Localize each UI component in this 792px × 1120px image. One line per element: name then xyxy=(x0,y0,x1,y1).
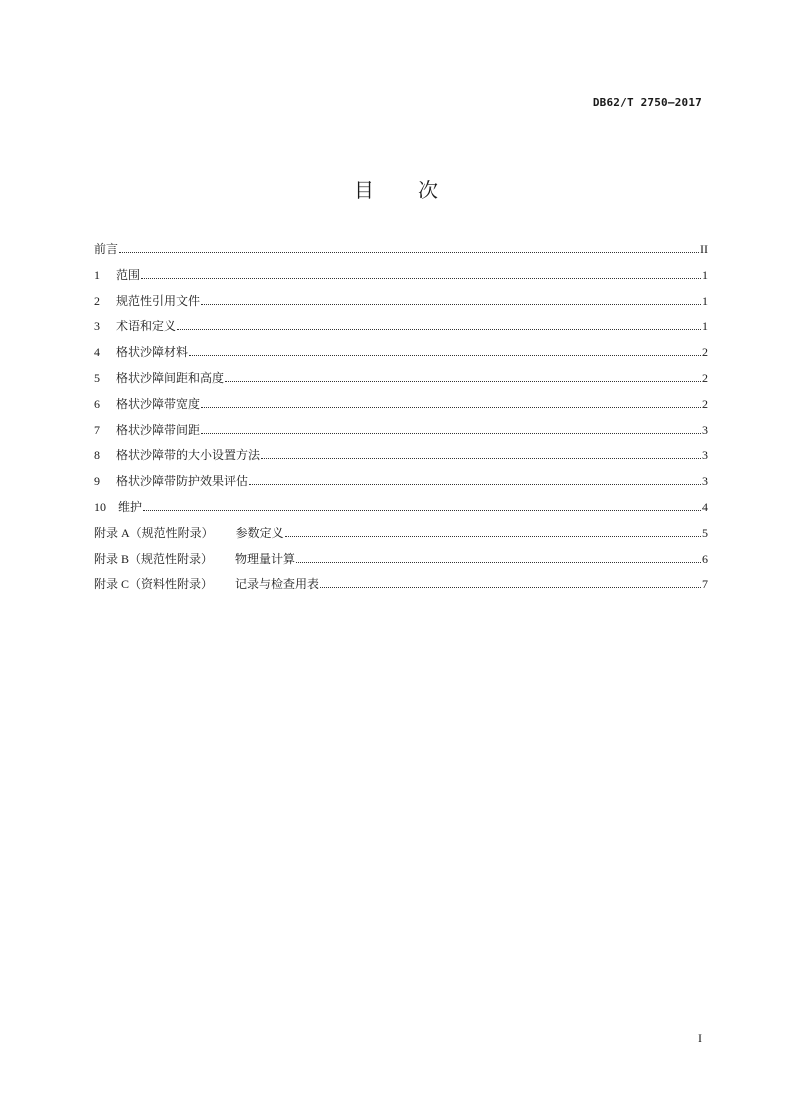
toc-entry-page: 2 xyxy=(702,370,708,385)
page-number: I xyxy=(698,1031,702,1045)
toc-entry-label: 术语和定义 xyxy=(116,319,177,334)
toc-entry-label: 附录 C（资料性附录） xyxy=(94,577,214,592)
toc-dot-leader xyxy=(249,484,701,485)
toc-entry-number: 5 xyxy=(94,370,100,385)
toc-entry-page: 7 xyxy=(702,577,708,592)
toc-dot-leader xyxy=(285,536,701,537)
toc-entry-subtitle: 物理量计算 xyxy=(235,551,296,566)
toc-dot-leader xyxy=(296,562,701,563)
toc-entry-label: 前言 xyxy=(94,242,119,256)
toc-dot-leader xyxy=(189,355,701,356)
standard-number: DB62/T 2750—2017 xyxy=(592,96,702,109)
toc-entry-page: 5 xyxy=(702,525,708,540)
toc-entry[interactable] xyxy=(94,266,708,292)
toc-entry-label: 格状沙障带防护效果评估 xyxy=(116,474,249,489)
toc-entry-subtitle: 参数定义 xyxy=(235,525,284,540)
toc-entry-label: 附录 A（规范性附录） xyxy=(94,525,214,540)
toc-entry-label: 格状沙障材料 xyxy=(116,345,189,360)
toc-entry-label: 格状沙障带的大小设置方法 xyxy=(116,448,261,463)
toc-entry[interactable] xyxy=(94,343,708,369)
toc-entry-number: 4 xyxy=(94,345,100,360)
toc-entry[interactable] xyxy=(94,292,708,318)
toc-entry-page: 3 xyxy=(702,474,708,489)
toc-dot-leader xyxy=(261,458,701,459)
toc-entry[interactable] xyxy=(94,550,708,576)
toc-entry-page: 1 xyxy=(702,267,708,282)
toc-entry-label: 格状沙障间距和高度 xyxy=(116,370,225,385)
toc-entry-number: 1 xyxy=(94,267,100,282)
toc-entry-page: 3 xyxy=(702,422,708,437)
toc-entry-number: 10 xyxy=(94,499,106,514)
toc-entry-number: 9 xyxy=(94,474,100,489)
toc-entry[interactable] xyxy=(94,421,708,447)
toc-entry-number: 7 xyxy=(94,422,100,437)
toc-entry-label: 格状沙障带宽度 xyxy=(116,396,201,411)
toc-entry[interactable] xyxy=(94,240,708,266)
toc-entry[interactable] xyxy=(94,575,708,601)
toc-entry-label: 格状沙障带间距 xyxy=(116,422,201,437)
toc-entry-number: 6 xyxy=(94,396,100,411)
toc-entry-number: 8 xyxy=(94,448,100,463)
toc-entry-label: 范围 xyxy=(116,267,141,282)
toc-dot-leader xyxy=(141,278,701,279)
toc-entry-label: 维护 xyxy=(118,499,143,514)
toc-dot-leader xyxy=(201,304,701,305)
toc-entry[interactable] xyxy=(94,317,708,343)
toc-entry-page: 2 xyxy=(702,345,708,360)
toc-entry[interactable] xyxy=(94,395,708,421)
toc-entry-page: 3 xyxy=(702,448,708,463)
toc-entry-label: 附录 B（规范性附录） xyxy=(94,551,214,566)
table-of-contents xyxy=(94,240,708,601)
toc-entry[interactable] xyxy=(94,524,708,550)
toc-dot-leader xyxy=(320,587,701,588)
toc-dot-leader xyxy=(143,510,701,511)
toc-dot-leader xyxy=(201,407,701,408)
toc-entry-number: 2 xyxy=(94,293,100,308)
toc-dot-leader xyxy=(225,381,701,382)
toc-entry-label: 规范性引用文件 xyxy=(116,293,201,308)
toc-dot-leader xyxy=(201,433,701,434)
toc-entry-number: 3 xyxy=(94,319,100,334)
toc-title-part2: 次 xyxy=(418,178,438,202)
toc-dot-leader xyxy=(119,252,699,253)
toc-entry-page: 2 xyxy=(702,396,708,411)
toc-dot-leader xyxy=(177,329,701,330)
toc-entry[interactable] xyxy=(94,446,708,472)
toc-entry-page: 4 xyxy=(702,499,708,514)
toc-title xyxy=(0,174,792,203)
toc-entry[interactable] xyxy=(94,472,708,498)
toc-entry-subtitle: 记录与检查用表 xyxy=(235,577,320,592)
toc-title-part1: 目 xyxy=(354,178,374,202)
toc-entry[interactable] xyxy=(94,498,708,524)
toc-entry-page: 6 xyxy=(702,551,708,566)
toc-entry-page: 1 xyxy=(702,319,708,334)
toc-entry-page: II xyxy=(700,242,708,256)
toc-entry-page: 1 xyxy=(702,293,708,308)
toc-entry[interactable] xyxy=(94,369,708,395)
